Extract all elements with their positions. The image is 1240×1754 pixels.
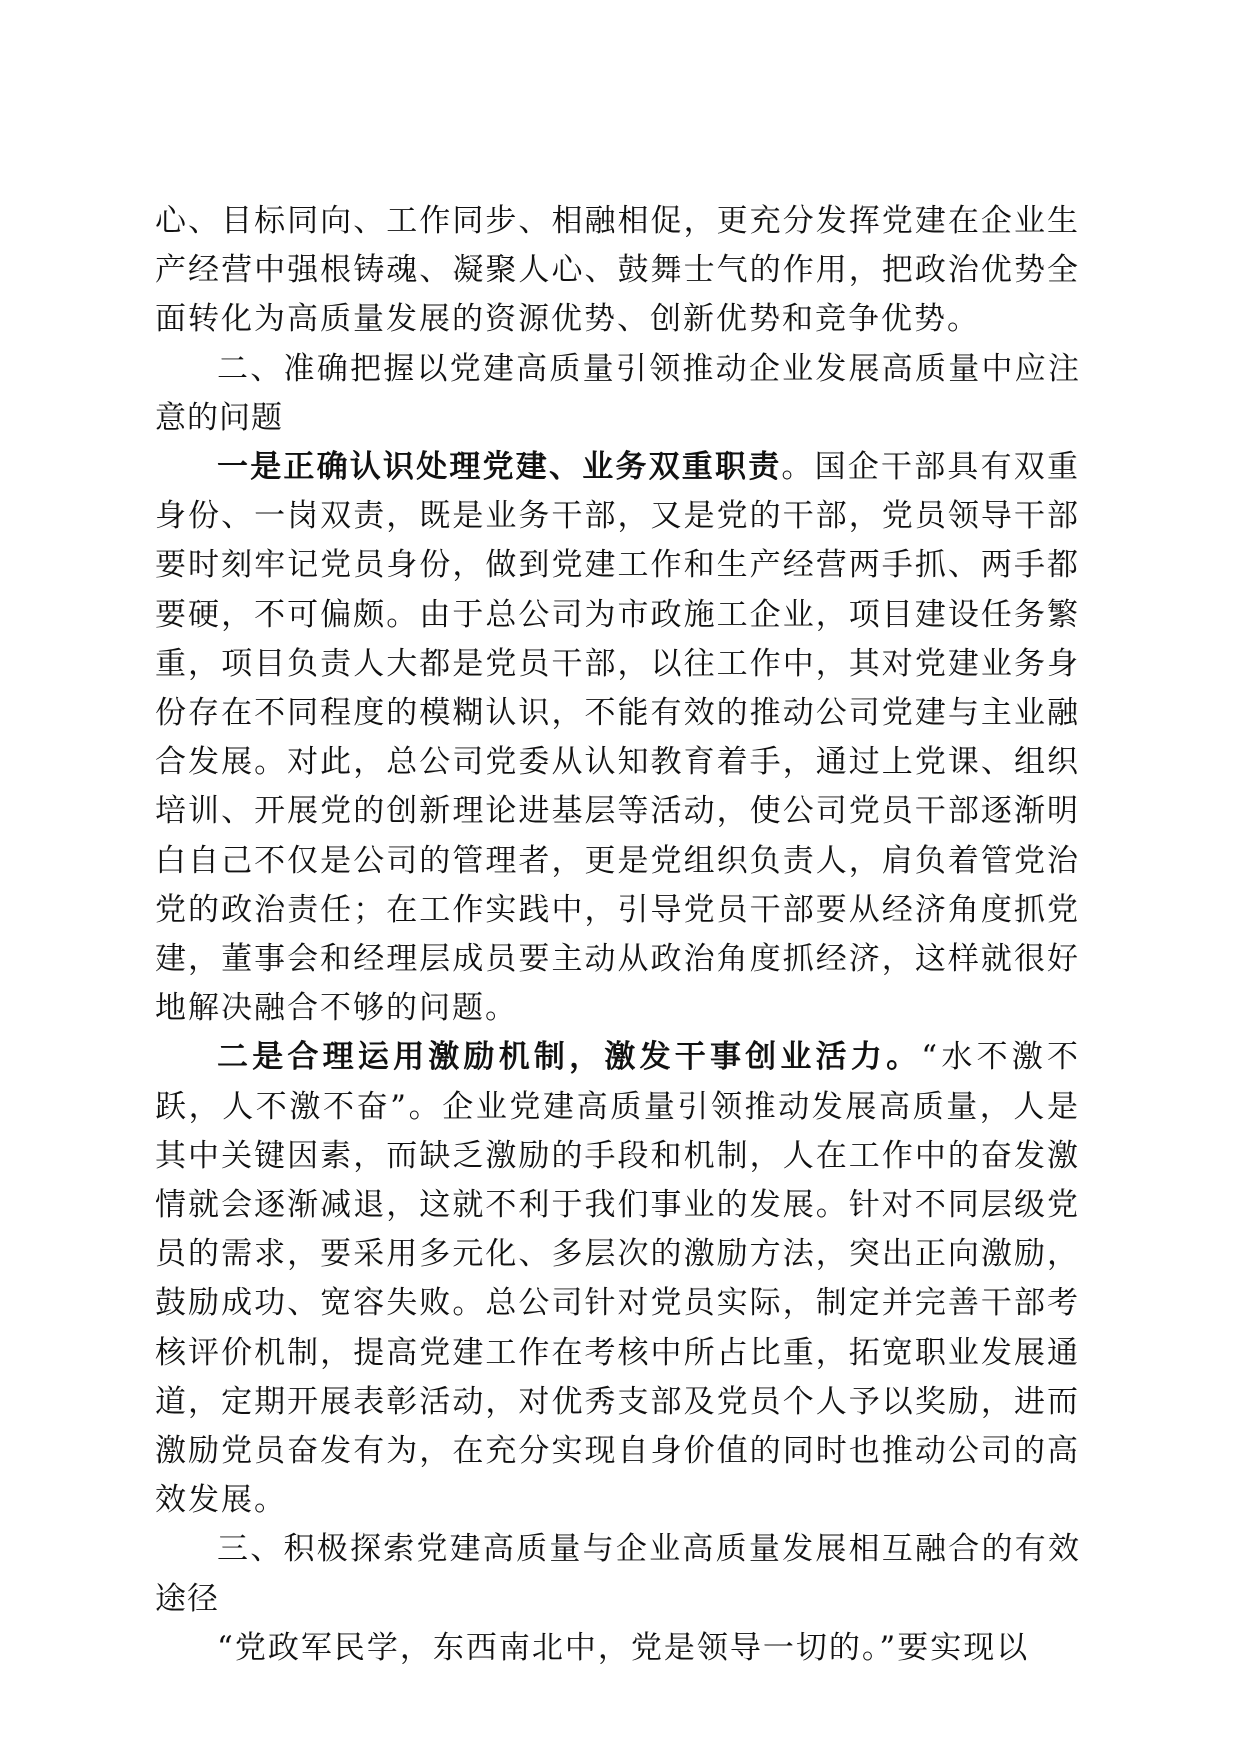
section-heading-3: 三、积极探索党建高质量与企业高质量发展相互融合的有效途径 <box>155 1531 1080 1617</box>
item-2-body: “水不激不跃，人不激不奋”。企业党建高质量引领推动发展高质量，人是其中关键因素，而缺乏激励的手段和机制，人在工作中的奋发激情就会逐渐减退，这就不利于我们事业的发展。针对不同层级党员的需求，要采用多元化、多层次的激励方法，突出正向激励，鼓励成功、宽容失败。总公司针对党员实际，制定并完善干部考核评价机制，提高党建工作在考核中所占比重，拓宽职业发展通道，定期开展表彰活动，对优秀支部及党员个人予以奖励，进而激励党员奋发有为，在充分实现自身价值的同时也推动公司的高效发展。 <box>155 1039 1081 1519</box>
paragraph-item-1 <box>155 443 1080 1033</box>
item-2-title: 二是合理运用激励机制，激发干事创业活力。 <box>217 1039 922 1076</box>
document-page <box>155 197 1080 1673</box>
paragraph-item-2 <box>155 1033 1080 1525</box>
paragraph-continuation: 心、目标同向、工作同步、相融相促，更充分发挥党建在企业生产经营中强根铸魂、凝聚人心、鼓舞士气的作用，把政治优势全面转化为高质量发展的资源优势、创新优势和竞争优势。 <box>155 203 1080 338</box>
item-1-body: 。国企干部具有双重身份、一岗双责，既是业务干部，又是党的干部，党员领导干部要时刻牢记党员身份，做到党建工作和生产经营两手抓、两手都要硬，不可偏颇。由于总公司为市政施工企业，项目建设任务繁重，项目负责人大都是党员干部，以往工作中，其对党建业务身份存在不同程度的模糊认识，不能有效的推动公司党建与主业融合发展。对此，总公司党委从认知教育着手，通过上党课、组织培训、开展党的创新理论进基层等活动，使公司党员干部逐渐明白自己不仅是公司的管理者，更是党组织负责人，肩负着管党治党的政治责任；在工作实践中，引导党员干部要从经济角度抓党建，董事会和经理层成员要主动从政治角度抓经济，这样就很好地解决融合不够的问题。 <box>155 449 1081 1027</box>
item-1-title: 一是正确认识处理党建、业务双重职责 <box>217 449 782 486</box>
paragraph-last: “党政军民学，东西南北中，党是领导一切的。”要实现以 <box>217 1629 1030 1666</box>
section-heading-2: 二、准确把握以党建高质量引领推动企业发展高质量中应注意的问题 <box>155 350 1080 436</box>
